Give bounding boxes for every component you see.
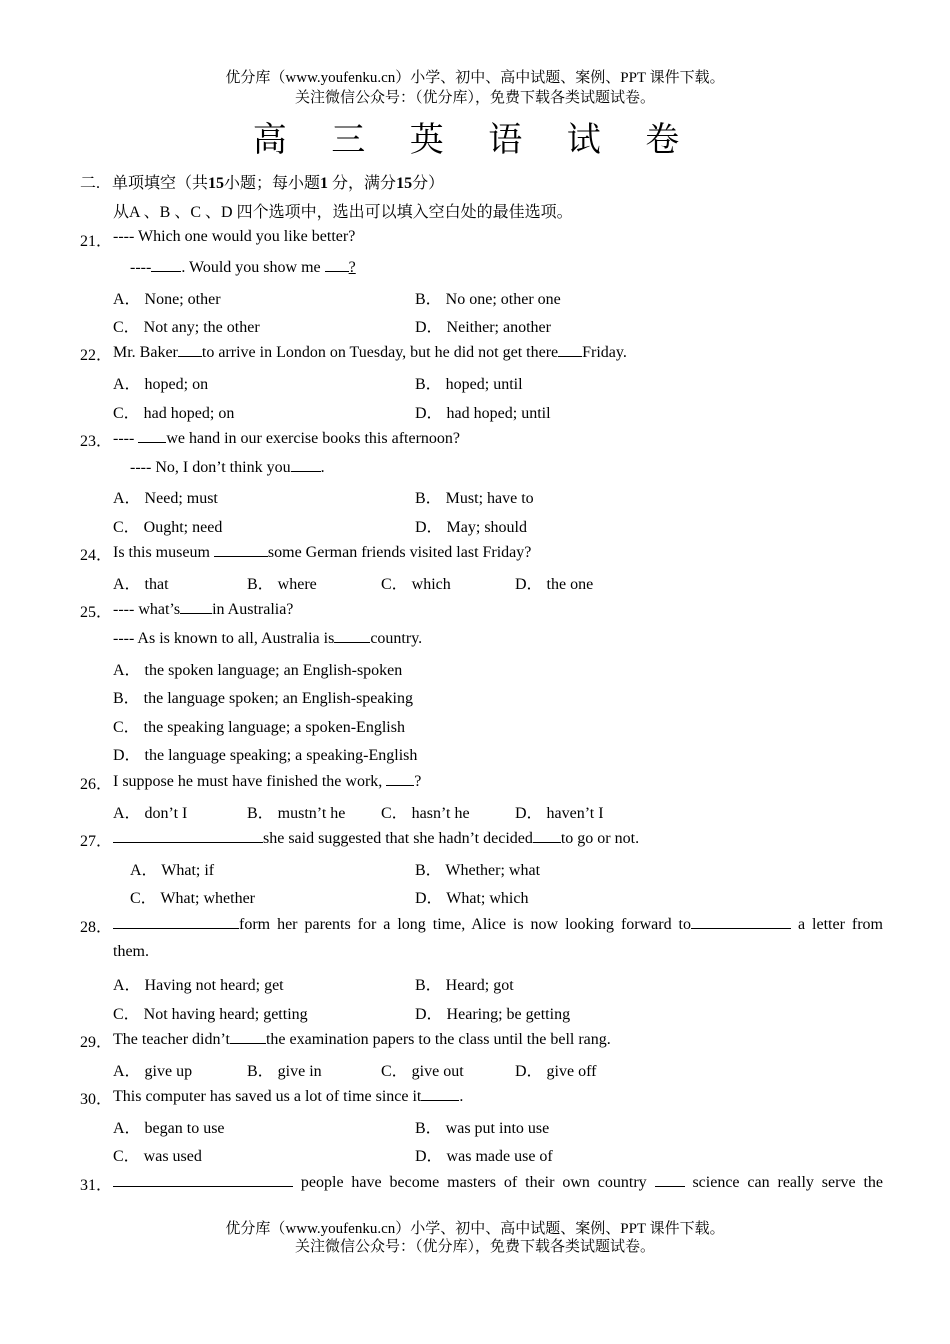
- q23-option-c: C． Ought; need: [113, 519, 223, 536]
- q23-number: 23．: [80, 433, 113, 450]
- q26-option-d: D． haven’t I: [515, 805, 604, 822]
- q28-stem-cont: them.: [113, 943, 149, 960]
- q27-option-a: A． What; if: [130, 862, 215, 879]
- q26-option-b: B． mustn’t he: [247, 805, 346, 822]
- q22-number: 22．: [80, 347, 113, 364]
- q24-option-d: D． the one: [515, 576, 594, 593]
- blank: [558, 342, 582, 357]
- q28-option-a: A． Having not heard; get: [113, 977, 284, 994]
- q27-stem: she said suggested that she hadn’t decided to go or not.: [113, 828, 639, 848]
- q22-option-a: A． hoped; on: [113, 376, 209, 393]
- q30-number: 30．: [80, 1091, 113, 1108]
- blank: [178, 342, 202, 357]
- q24-option-b: B． where: [247, 576, 317, 593]
- q23-option-d: D． May; should: [415, 519, 528, 536]
- q25-option-b: B． the language spoken; an English-speaking: [113, 690, 413, 707]
- q30-option-a: A． began to use: [113, 1120, 225, 1137]
- q22-option-d: D． had hoped; until: [415, 405, 551, 422]
- q25-option-c: C． the speaking language; a spoken-English: [113, 719, 405, 736]
- blank: [138, 428, 166, 443]
- q21-option-a: A． None; other: [113, 291, 221, 308]
- q24-stem: Is this museum some German friends visited last Friday?: [113, 544, 532, 561]
- q28-stem: form her parents for a long time, Alice is now looking forward to a letter from: [113, 914, 883, 934]
- blank: [533, 828, 561, 843]
- blank: [655, 1172, 685, 1187]
- blank: [386, 771, 414, 786]
- q21-reply: ---- . Would you show me ?: [130, 259, 356, 276]
- blank: [421, 1086, 459, 1101]
- q21-option-d: D． Neither; another: [415, 319, 551, 336]
- section-heading: 二. 单项填空（共15小题；每小题1 分，满分15分）: [80, 175, 445, 192]
- q21-number: 21．: [80, 233, 113, 250]
- blank: [291, 457, 321, 472]
- q29-number: 29．: [80, 1034, 113, 1051]
- footer-line-2: 关注微信公众号：（优分库），免费下载各类试题试卷。: [294, 1239, 655, 1255]
- q23-stem: ---- we hand in our exercise books this afternoon?: [113, 430, 460, 447]
- q22-option-c: C． had hoped; on: [113, 405, 235, 422]
- q21-option-b: B． No one; other one: [415, 291, 561, 308]
- q30-stem: This computer has saved us a lot of time since it .: [113, 1088, 464, 1105]
- q28-option-b: B． Heard; got: [415, 977, 514, 994]
- q29-option-c: C． give out: [381, 1063, 464, 1080]
- q27-option-b: B． Whether; what: [415, 862, 541, 879]
- q23-option-b: B． Must; have to: [415, 490, 534, 507]
- q23-option-a: A． Need; must: [113, 490, 218, 507]
- q26-option-a: A． don’t I: [113, 805, 188, 822]
- q29-option-d: D． give off: [515, 1063, 597, 1080]
- q27-option-c: C． What; whether: [130, 890, 256, 907]
- blank: [325, 257, 349, 272]
- section-instruction: 从A 、B 、C 、D 四个选项中，选出可以填入空白处的最佳选项。: [113, 204, 573, 221]
- q26-number: 26．: [80, 776, 113, 793]
- section-label: 二.: [80, 175, 101, 192]
- header-line-1: 优分库（www.youfenku.cn）小学、初中、高中试题、案例、PPT 课件下载。: [225, 70, 725, 86]
- q30-option-d: D． was made use of: [415, 1148, 553, 1165]
- blank: [214, 542, 268, 557]
- blank: [180, 599, 212, 614]
- q28-option-d: D． Hearing; be getting: [415, 1006, 571, 1023]
- footer-line-1: 优分库（www.youfenku.cn）小学、初中、高中试题、案例、PPT 课件下载。: [225, 1221, 725, 1237]
- q27-number: 27．: [80, 833, 113, 850]
- blank: [113, 1172, 293, 1187]
- q28-number: 28．: [80, 919, 113, 936]
- q31-number: 31．: [80, 1177, 113, 1194]
- blank: [151, 257, 181, 272]
- blank: [113, 828, 263, 843]
- q22-stem: Mr. Baker to arrive in London on Tuesday, but he did not get there Friday.: [113, 344, 627, 361]
- q24-option-a: A． that: [113, 576, 169, 593]
- blank: [113, 914, 239, 929]
- q30-option-b: B． was put into use: [415, 1120, 550, 1137]
- page-title: 高 三 英 语 试 卷: [252, 122, 698, 159]
- q21-option-c: C． Not any; the other: [113, 319, 260, 336]
- q25-reply: ---- As is known to all, Australia is country.: [113, 630, 423, 647]
- q23-reply: ---- No, I don’t think you .: [130, 459, 325, 476]
- q29-option-b: B． give in: [247, 1063, 322, 1080]
- q29-stem: The teacher didn’t the examination papers to the class until the bell rang.: [113, 1031, 611, 1048]
- q24-number: 24．: [80, 547, 113, 564]
- q30-option-c: C． was used: [113, 1148, 202, 1165]
- q26-option-c: C． hasn’t he: [381, 805, 470, 822]
- q25-stem: ---- what’s in Australia?: [113, 601, 294, 618]
- q28-option-c: C． Not having heard; getting: [113, 1006, 308, 1023]
- q25-option-a: A． the spoken language; an English-spoken: [113, 662, 403, 679]
- q22-option-b: B． hoped; until: [415, 376, 523, 393]
- q31-stem: people have become masters of their own country science can really serve the: [113, 1172, 883, 1192]
- q27-option-d: D． What; which: [415, 890, 529, 907]
- q29-option-a: A． give up: [113, 1063, 193, 1080]
- blank: [230, 1029, 266, 1044]
- q25-option-d: D． the language speaking; a speaking-English: [113, 747, 418, 764]
- q24-option-c: C． which: [381, 576, 451, 593]
- header-line-2: 关注微信公众号：（优分库），免费下载各类试题试卷。: [294, 90, 655, 106]
- blank: [334, 628, 370, 643]
- blank: [691, 914, 791, 929]
- q21-stem: ---- Which one would you like better?: [113, 228, 356, 245]
- q26-stem: I suppose he must have finished the work, ?: [113, 773, 422, 790]
- q25-number: 25．: [80, 604, 113, 621]
